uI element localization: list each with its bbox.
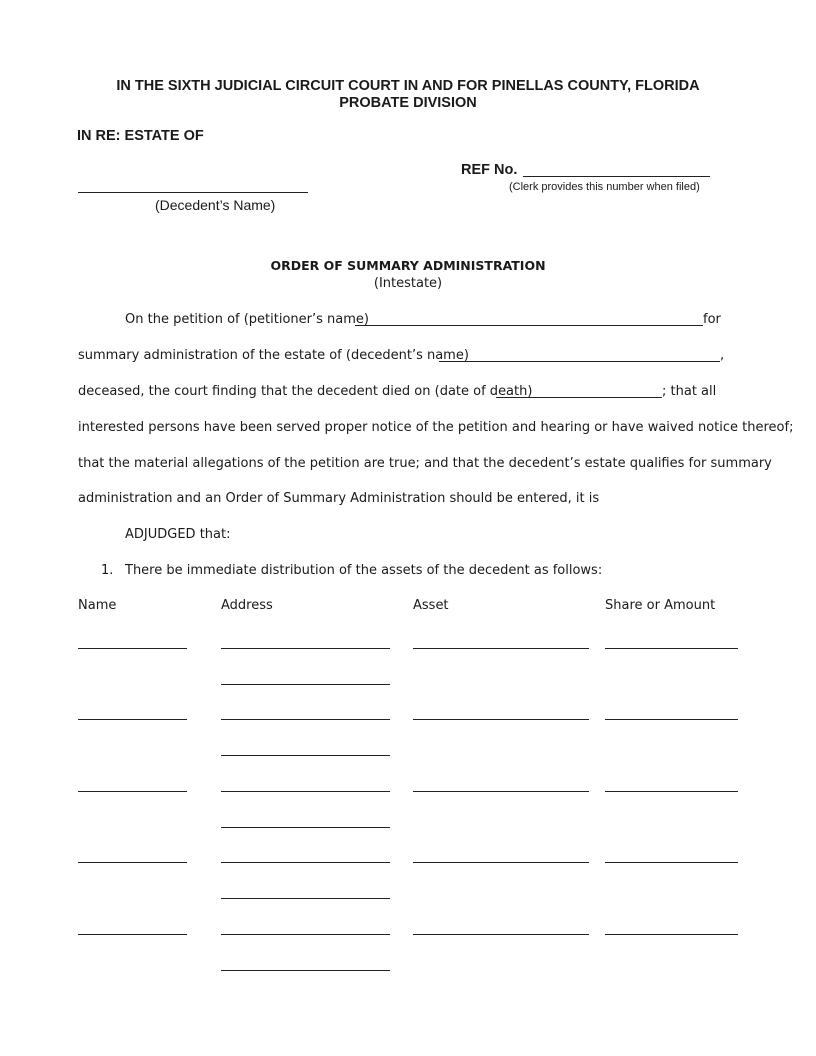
column-header-share: Share or Amount: [605, 598, 716, 613]
body-line-1: [125, 312, 369, 327]
name-field[interactable]: [78, 719, 187, 720]
address-field-line-2[interactable]: [221, 898, 390, 899]
item-text: There be immediate distribution of the assets of the decedent as follows:: [125, 563, 603, 578]
body-line-1-end: for: [703, 312, 721, 327]
name-field[interactable]: [78, 791, 187, 792]
body-line-2-end: ,: [720, 348, 725, 363]
share-field[interactable]: [605, 791, 738, 792]
address-field-line-2[interactable]: [221, 970, 390, 971]
adjudged-label: ADJUDGED that:: [125, 527, 231, 542]
petitioner-prompt: On the petition of (petitioner’s name): [125, 312, 369, 327]
item-number: 1.: [101, 563, 114, 578]
division-heading: PROBATE DIVISION: [339, 95, 477, 111]
column-header-address: Address: [221, 598, 273, 613]
ref-note: (Clerk provides this number when filed): [509, 181, 700, 193]
asset-field[interactable]: [413, 791, 589, 792]
decedent-name-label: (Decedent’s Name): [155, 197, 276, 213]
decedent-name-inline-field[interactable]: [439, 349, 720, 362]
decedent-name-field[interactable]: [78, 180, 308, 193]
asset-field[interactable]: [413, 934, 589, 935]
share-field[interactable]: [605, 862, 738, 863]
address-field[interactable]: [221, 719, 390, 720]
decedent-prompt: summary administration of the estate of (decedent’s name): [78, 348, 469, 363]
petitioner-name-field[interactable]: [355, 313, 703, 326]
column-header-asset: Asset: [413, 598, 449, 613]
date-of-death-field[interactable]: [496, 385, 662, 398]
ref-label: REF No.: [461, 162, 518, 178]
ref-number-field[interactable]: [523, 163, 710, 177]
body-line-4: interested persons have been served proper notice of the petition and hearing or have waived notice thereof;: [78, 420, 794, 435]
order-subtitle: (Intestate): [373, 276, 443, 291]
body-line-5: that the material allegations of the petition are true; and that the decedent’s estate qualifies for summary: [78, 456, 772, 471]
order-title: ORDER OF SUMMARY ADMINISTRATION: [270, 258, 546, 273]
share-field[interactable]: [605, 719, 738, 720]
date-of-death-prompt: deceased, the court finding that the decedent died on (date of death): [78, 384, 533, 399]
address-field[interactable]: [221, 862, 390, 863]
share-field[interactable]: [605, 934, 738, 935]
body-line-3-end: ; that all: [662, 384, 717, 399]
body-line-6: administration and an Order of Summary Administration should be entered, it is: [78, 491, 600, 506]
in-re-label: IN RE: ESTATE OF: [77, 128, 204, 144]
name-field[interactable]: [78, 648, 187, 649]
address-field-line-2[interactable]: [221, 827, 390, 828]
address-field-line-2[interactable]: [221, 755, 390, 756]
column-header-name: Name: [78, 598, 117, 613]
share-field[interactable]: [605, 648, 738, 649]
court-heading: IN THE SIXTH JUDICIAL CIRCUIT COURT IN AND FOR PINELLAS COUNTY, FLORIDA: [116, 78, 700, 94]
address-field-line-2[interactable]: [221, 684, 390, 685]
asset-field[interactable]: [413, 648, 589, 649]
name-field[interactable]: [78, 934, 187, 935]
asset-field[interactable]: [413, 862, 589, 863]
address-field[interactable]: [221, 791, 390, 792]
asset-field[interactable]: [413, 719, 589, 720]
address-field[interactable]: [221, 934, 390, 935]
address-field[interactable]: [221, 648, 390, 649]
name-field[interactable]: [78, 862, 187, 863]
